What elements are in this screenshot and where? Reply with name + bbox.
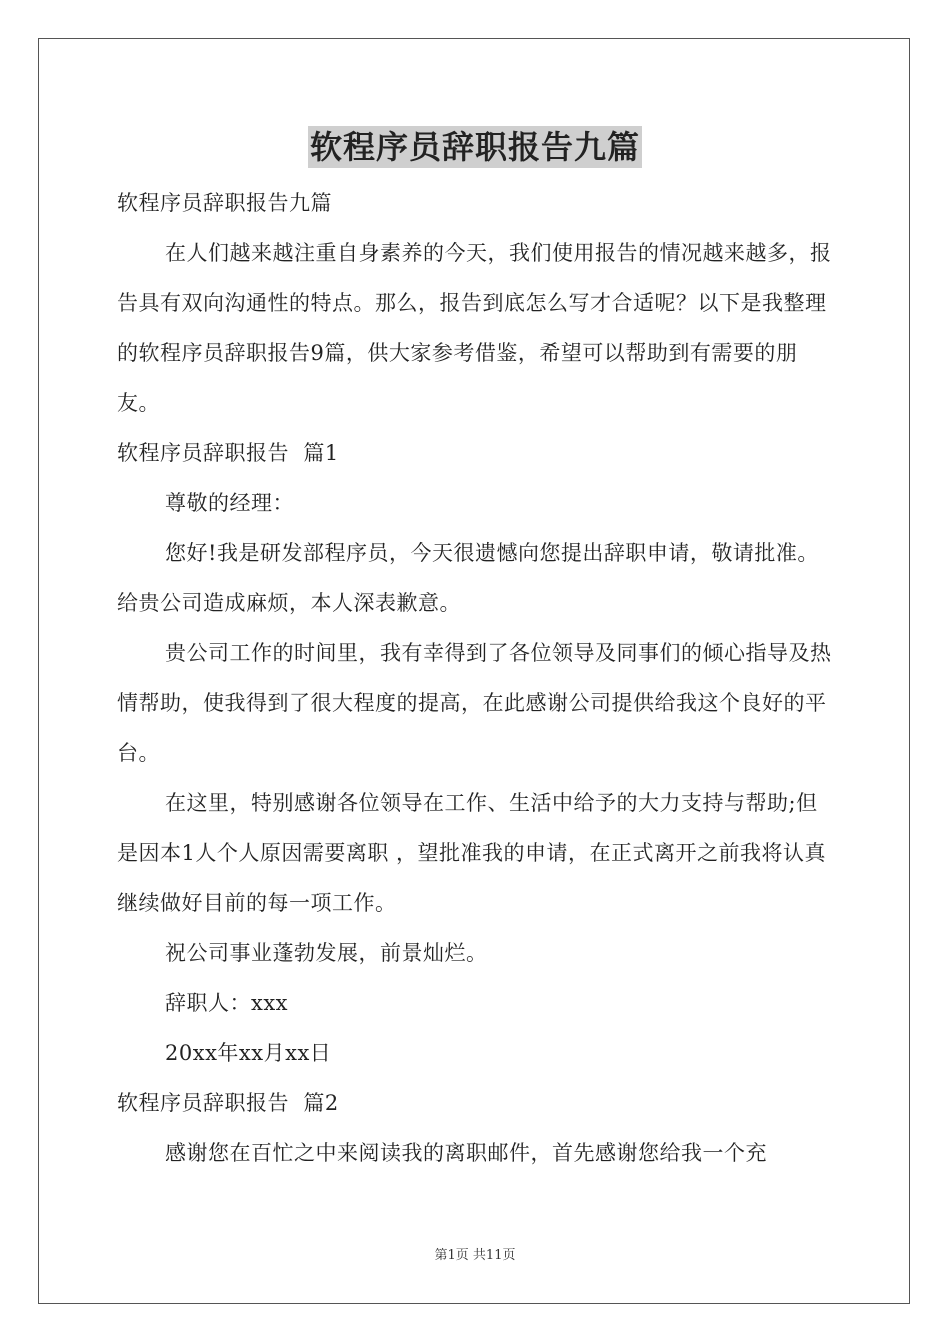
body-paragraph: 在这里，特别感谢各位领导在工作、生活中给予的大力支持与帮助;但是因本1人个人原因需要离职 ，望批准我的申请，在正式离开之前我将认真继续做好目前的每一项工作。 [117, 791, 827, 915]
body-paragraph: 感谢您在百忙之中来阅读我的离职邮件，首先感谢您给我一个充 [165, 1141, 767, 1165]
intro-paragraph: 在人们越来越注重自身素养的今天，我们使用报告的情况越来越多，报告具有双向沟通性的特点。那么，报告到底怎么写才合适呢？以下是我整理的软程序员辞职报告9篇，供大家参考借鉴，希望可以帮助到有需要的朋友。 [117, 241, 832, 415]
signature-line: 辞职人：xxx [165, 991, 289, 1015]
title-container [0, 126, 950, 168]
section-heading-1: 软程序员辞职报告 篇1 [117, 441, 339, 465]
subtitle-line: 软程序员辞职报告九篇 [117, 191, 332, 215]
salutation: 尊敬的经理： [165, 491, 294, 515]
closing-wish: 祝公司事业蓬勃发展，前景灿烂。 [165, 941, 488, 965]
date-line: 20xx年xx月xx日 [165, 1041, 332, 1065]
section-heading-2: 软程序员辞职报告 篇2 [117, 1091, 339, 1115]
document-body [117, 178, 835, 1178]
page-footer: 第1页 共11页 [434, 1248, 516, 1263]
body-paragraph: 贵公司工作的时间里，我有幸得到了各位领导及同事们的倾心指导及热情帮助，使我得到了很大程度的提高，在此感谢公司提供给我这个良好的平台。 [117, 641, 832, 765]
document-title: 软程序员辞职报告九篇 [309, 128, 640, 166]
body-paragraph: 您好!我是研发部程序员，今天很遗憾向您提出辞职申请，敬请批准。给贵公司造成麻烦，本人深表歉意。 [117, 541, 819, 615]
